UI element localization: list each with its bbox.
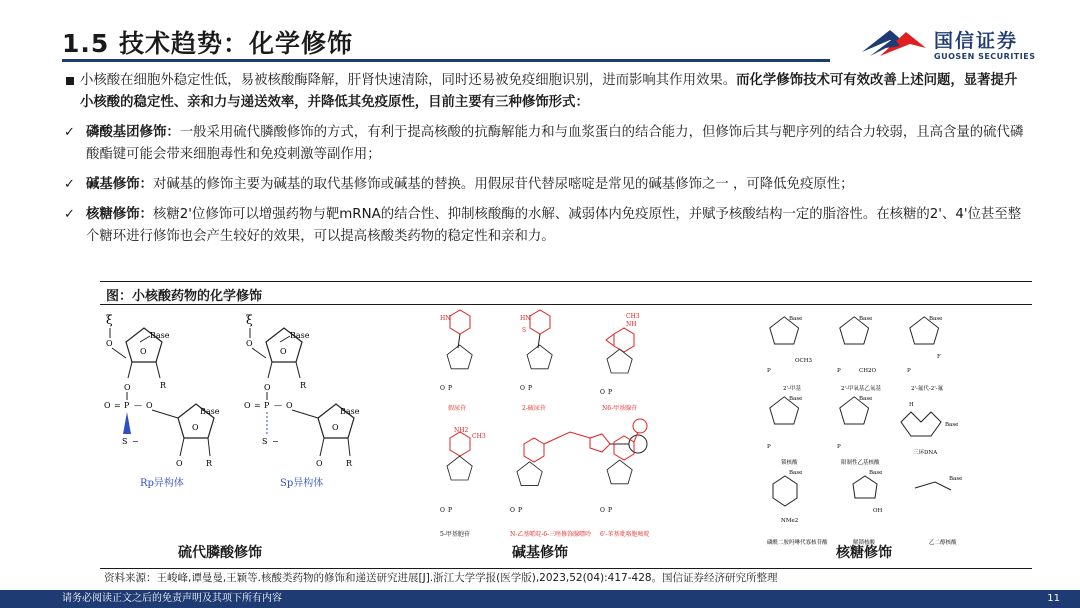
- atom-label: O: [192, 423, 199, 432]
- svg-text:P: P: [448, 507, 453, 514]
- svg-text:−: −: [132, 437, 139, 446]
- check-icon: ✓: [64, 125, 75, 140]
- structure-caption: 2'-氟代-2'-氟: [911, 386, 944, 392]
- triazole-adenine-structure: [510, 432, 647, 538]
- panel-label-base: 碱基修饰: [512, 545, 568, 561]
- footer-disclaimer: 请务必阅读正文之后的免责声明及其项下所有内容: [62, 593, 282, 604]
- wavy-bond-icon: ξ: [246, 313, 253, 327]
- guosen-logo-icon: [860, 26, 930, 60]
- svg-text:OCH3: OCH3: [795, 358, 813, 364]
- square-bullet-icon: [66, 77, 74, 85]
- structure-caption: 2'-甲氧基乙氧基: [841, 386, 881, 392]
- wavy-bond-icon: ξ: [106, 313, 113, 327]
- svg-text:S: S: [522, 327, 527, 334]
- cet-structure: [837, 396, 880, 466]
- svg-text:P: P: [608, 389, 613, 396]
- base-label: Base: [150, 331, 170, 340]
- svg-text:OH: OH: [873, 508, 883, 514]
- bullet-head: 磷酸基团修饰：: [86, 125, 180, 140]
- base-label: Base: [290, 331, 310, 340]
- bullet-ribose: [62, 204, 1028, 248]
- lna-structure: [767, 396, 802, 466]
- svg-text:=: =: [114, 401, 121, 410]
- check-icon: ✓: [64, 177, 75, 192]
- gna-structure: [915, 476, 962, 546]
- atom-label: P: [264, 401, 270, 410]
- svg-text:Base: Base: [929, 316, 943, 322]
- sugar-modification-structures: [767, 316, 962, 546]
- svg-text:O: O: [600, 389, 605, 396]
- phenylpyrrolocytosine-structure: [600, 419, 650, 538]
- atom-label: R: [206, 459, 213, 468]
- sp-isomer-structure: [244, 313, 360, 489]
- intro-bold-text: 而化学修饰技术可有效改善上述问题，显著提升小核酸的稳定性、亲和力与递送效率，并降低其免疫原性，目前主要有三种修饰形式：: [80, 73, 1018, 110]
- atom-label: P: [124, 401, 130, 410]
- bullet-phosphate: [62, 122, 1028, 166]
- footer-bar: [0, 590, 1080, 608]
- pseudouridine-structure: [440, 310, 472, 412]
- svg-text:Base: Base: [859, 396, 873, 402]
- atom-label: O: [124, 383, 131, 392]
- page-title: 1.5 技术趋势：化学修饰: [62, 29, 353, 58]
- svg-text:CH3: CH3: [472, 433, 486, 440]
- atom-label: O: [146, 401, 153, 410]
- structure-caption: 磷酰二胺吗啉代寡核苷酸: [767, 540, 828, 546]
- tricyclo-dna-structure: [901, 402, 958, 456]
- title-underline: [62, 59, 830, 62]
- svg-text:O: O: [440, 507, 445, 514]
- atom-label: O: [176, 459, 183, 468]
- bullet-text: 对碱基的修饰主要为碱基的取代基修饰或碱基的替换。用假尿苷代替尿嘧啶是常见的碱基修饰之一 ，可降低免疫原性；: [152, 177, 854, 192]
- atom-label: R: [346, 459, 353, 468]
- moe-structure: [837, 316, 881, 392]
- sp-label: Sp异构体: [280, 478, 324, 489]
- atom-label: S: [262, 437, 268, 446]
- atom-label: O: [106, 339, 113, 348]
- structure-caption: 三环DNA: [913, 450, 938, 456]
- intro-paragraph: [62, 70, 1028, 114]
- structure-caption: 假尿苷: [448, 405, 467, 412]
- unlocked-nucleic-acid-structure: [853, 470, 883, 546]
- svg-text:HN: HN: [520, 315, 531, 322]
- panel-label-sugar: 核糖修饰: [836, 545, 892, 561]
- svg-text:P: P: [907, 368, 911, 374]
- bullet-head: 核糖修饰：: [86, 207, 153, 222]
- structure-caption: 解锁核酸: [853, 540, 876, 546]
- structure-caption: 限制性乙基核酸: [841, 460, 880, 466]
- atom-label: O: [140, 347, 147, 356]
- svg-text:NH: NH: [626, 321, 637, 328]
- bullet-head: 碱基修饰：: [86, 177, 153, 192]
- base-label: Base: [340, 407, 360, 416]
- atom-label: O: [316, 459, 323, 468]
- atom-label: O: [244, 401, 251, 410]
- svg-text:P: P: [767, 444, 771, 450]
- fluoro-structure: [907, 316, 944, 392]
- svg-text:CH2O: CH2O: [859, 368, 877, 374]
- svg-text:P: P: [837, 368, 841, 374]
- ome-structure: [767, 316, 813, 392]
- atom-label: O: [286, 401, 293, 410]
- atom-label: O: [104, 401, 111, 410]
- atom-label: O: [332, 423, 339, 432]
- figure-title: 图：小核酸药物的化学修饰: [106, 289, 263, 304]
- structure-caption: N-乙基哌啶-6-三唑修饰腺嘌呤: [510, 531, 592, 538]
- svg-text:Base: Base: [945, 422, 959, 428]
- svg-text:—: —: [274, 401, 282, 410]
- bullet-text: 核糖2'位修饰可以增强药物与靶mRNA的结合性、抑制核酸酶的水解、减弱体内免疫原性，并赋予核酸结构一定的脂溶性。在核糖的2'、4'位甚至整个糖环进行修饰也会产生较好的效果，可以提高核酸类药物的稳定性和亲和力。: [86, 207, 1022, 244]
- n6-methyladenosine-structure: [600, 313, 640, 412]
- svg-text:NMe2: NMe2: [781, 518, 799, 524]
- atom-label: R: [160, 381, 167, 390]
- svg-text:—: —: [134, 401, 142, 410]
- logo-text-cn: 国信证券: [934, 30, 1019, 52]
- guosen-logo: [860, 24, 1040, 64]
- structure-caption: 5-甲基胞苷: [440, 531, 470, 538]
- source-citation: 资料来源：王峻峰,谭曼曼,王颖等.核酸类药物的修饰和递送研究进展[J].浙江大学学报(医学版),2023,52(04):417-428。国信证券经济研究所整理: [100, 568, 1032, 588]
- atom-label: O: [264, 383, 271, 392]
- logo-text-en: GUOSEN SECURITIES: [934, 52, 1036, 61]
- svg-text:P: P: [448, 385, 453, 392]
- structure-caption: 2'-甲基: [783, 386, 801, 392]
- svg-text:Base: Base: [859, 316, 873, 322]
- pmo-structure: [767, 470, 828, 546]
- svg-text:=: =: [254, 401, 261, 410]
- svg-text:Base: Base: [789, 470, 803, 476]
- figure-title-bar: [100, 281, 1032, 305]
- svg-text:O: O: [600, 507, 605, 514]
- body-text: [62, 70, 1028, 248]
- svg-text:CH3: CH3: [626, 313, 640, 320]
- check-icon: ✓: [64, 207, 75, 222]
- thiouridine-structure: [520, 310, 552, 412]
- svg-text:NH2: NH2: [454, 427, 469, 434]
- bullet-text: 一般采用硫代膦酸修饰的方式，有利于提高核酸的抗酶解能力和与血浆蛋白的结合能力，但修饰后其与靶序列的结合力较弱，且高含量的硫代磷酸酯键可能会带来细胞毒性和免疫刺激等副作用；: [86, 125, 1024, 162]
- rp-label: Rp异构体: [140, 478, 184, 489]
- structure-caption: 2-硫尿苷: [522, 405, 546, 412]
- rp-isomer-structure: [104, 313, 220, 489]
- atom-label: S: [122, 437, 128, 446]
- svg-text:H: H: [909, 402, 914, 408]
- base-label: Base: [200, 407, 220, 416]
- bullet-base: [62, 174, 1028, 196]
- atom-label: R: [300, 381, 307, 390]
- chemical-structures: [100, 306, 1032, 568]
- svg-text:−: −: [272, 437, 279, 446]
- svg-text:F: F: [937, 354, 941, 360]
- atom-label: O: [246, 339, 253, 348]
- svg-text:P: P: [767, 368, 771, 374]
- svg-text:Base: Base: [789, 396, 803, 402]
- svg-text:P: P: [518, 507, 523, 514]
- panel-label-phosphorothioate: 硫代膦酸修饰: [178, 545, 262, 561]
- svg-text:P: P: [837, 444, 841, 450]
- svg-text:HN: HN: [440, 315, 451, 322]
- svg-text:P: P: [528, 385, 533, 392]
- svg-text:O: O: [510, 507, 515, 514]
- svg-text:Base: Base: [869, 470, 883, 476]
- methylcytidine-structure: [440, 427, 486, 538]
- structure-caption: 乙二醇核酸: [929, 540, 957, 546]
- chemical-modification-figure: [100, 306, 1032, 568]
- base-modification-structures: [440, 310, 650, 538]
- svg-text:Base: Base: [789, 316, 803, 322]
- svg-text:Base: Base: [949, 476, 963, 482]
- page-number: 11: [1047, 593, 1060, 604]
- svg-text:O: O: [440, 385, 445, 392]
- intro-text: 小核酸在细胞外稳定性低，易被核酸酶降解，肝肾快速清除，同时还易被免疫细胞识别，进而影响其作用效果。: [80, 73, 737, 88]
- structure-caption: N6-甲基腺苷: [602, 405, 638, 412]
- svg-text:O: O: [520, 385, 525, 392]
- svg-text:P: P: [608, 507, 613, 514]
- structure-caption: 6'-苯基吡咯胞嘧啶: [600, 531, 650, 538]
- structure-caption: 锁核酸: [781, 460, 798, 466]
- atom-label: O: [280, 347, 287, 356]
